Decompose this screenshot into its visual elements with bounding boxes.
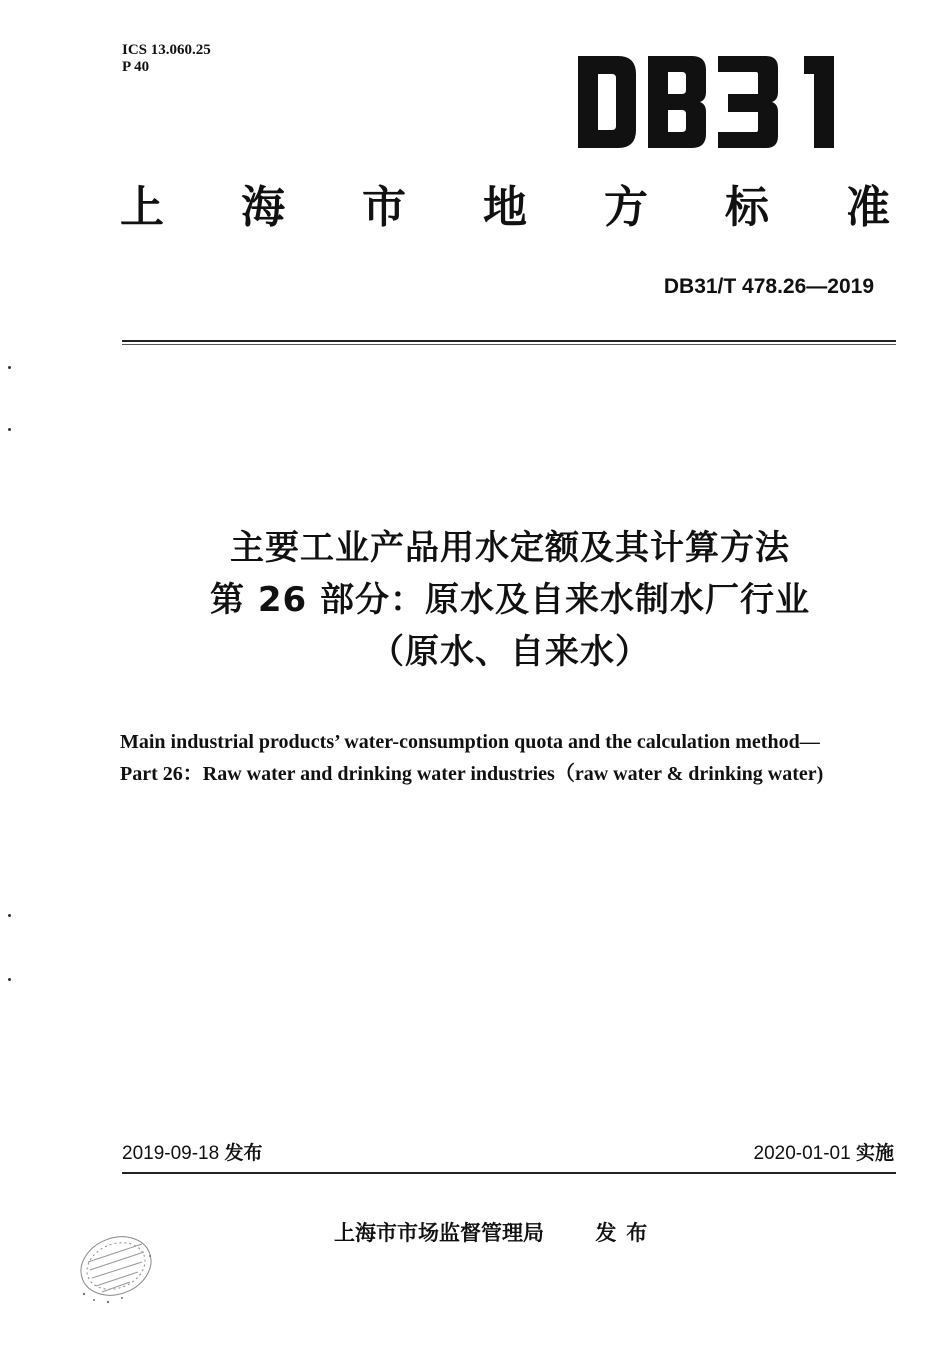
category-char: 准 <box>846 182 890 233</box>
implement-date-block <box>754 1140 895 1167</box>
scan-speck <box>8 978 11 981</box>
header-divider <box>122 340 896 342</box>
category-char: 标 <box>725 182 769 233</box>
implement-date: 2020-01-01 <box>753 1143 851 1164</box>
category-char: 方 <box>604 182 648 233</box>
title-cn-line: 主要工业产品用水定额及其计算方法 <box>230 528 790 568</box>
title-english <box>120 726 910 790</box>
category-char: 市 <box>362 182 406 233</box>
title-chinese <box>100 522 920 678</box>
category-char: 上 <box>120 182 164 233</box>
standard-category <box>120 180 890 236</box>
title-cn-line: （原水、自来水） <box>370 632 650 672</box>
implement-label: 实施 <box>855 1142 894 1164</box>
issuer-line <box>334 1218 657 1248</box>
category-char: 海 <box>241 182 285 233</box>
publish-date-block <box>122 1140 263 1167</box>
standard-number: DB31/T 478.26—2019 <box>663 275 874 298</box>
scan-speck <box>8 366 11 369</box>
title-en-line: Main industrial products’ water-consumption quota and the calculation method— <box>120 731 820 753</box>
publish-date: 2019-09-18 <box>122 1143 220 1164</box>
scan-speck <box>8 914 11 917</box>
footer-divider <box>122 1172 896 1174</box>
classification-codes <box>122 42 211 76</box>
publish-label: 发布 <box>224 1142 263 1164</box>
header-divider-thin <box>122 344 896 345</box>
title-cn-line: 第 26 部分：原水及自来水制水厂行业 <box>210 580 810 620</box>
seal-stamp-icon <box>64 1222 164 1314</box>
ics-code: ICS 13.060.25 <box>122 42 211 58</box>
db31-logo <box>578 52 840 152</box>
issuer-name: 上海市市场监督管理局 <box>334 1221 544 1245</box>
title-en-line: Part 26：Raw water and drinking water industries（raw water & drinking water) <box>120 763 824 785</box>
category-char: 地 <box>483 182 527 233</box>
issue-label: 发布 <box>595 1221 658 1245</box>
ccs-code: P 40 <box>122 59 150 75</box>
scan-speck <box>8 428 11 431</box>
